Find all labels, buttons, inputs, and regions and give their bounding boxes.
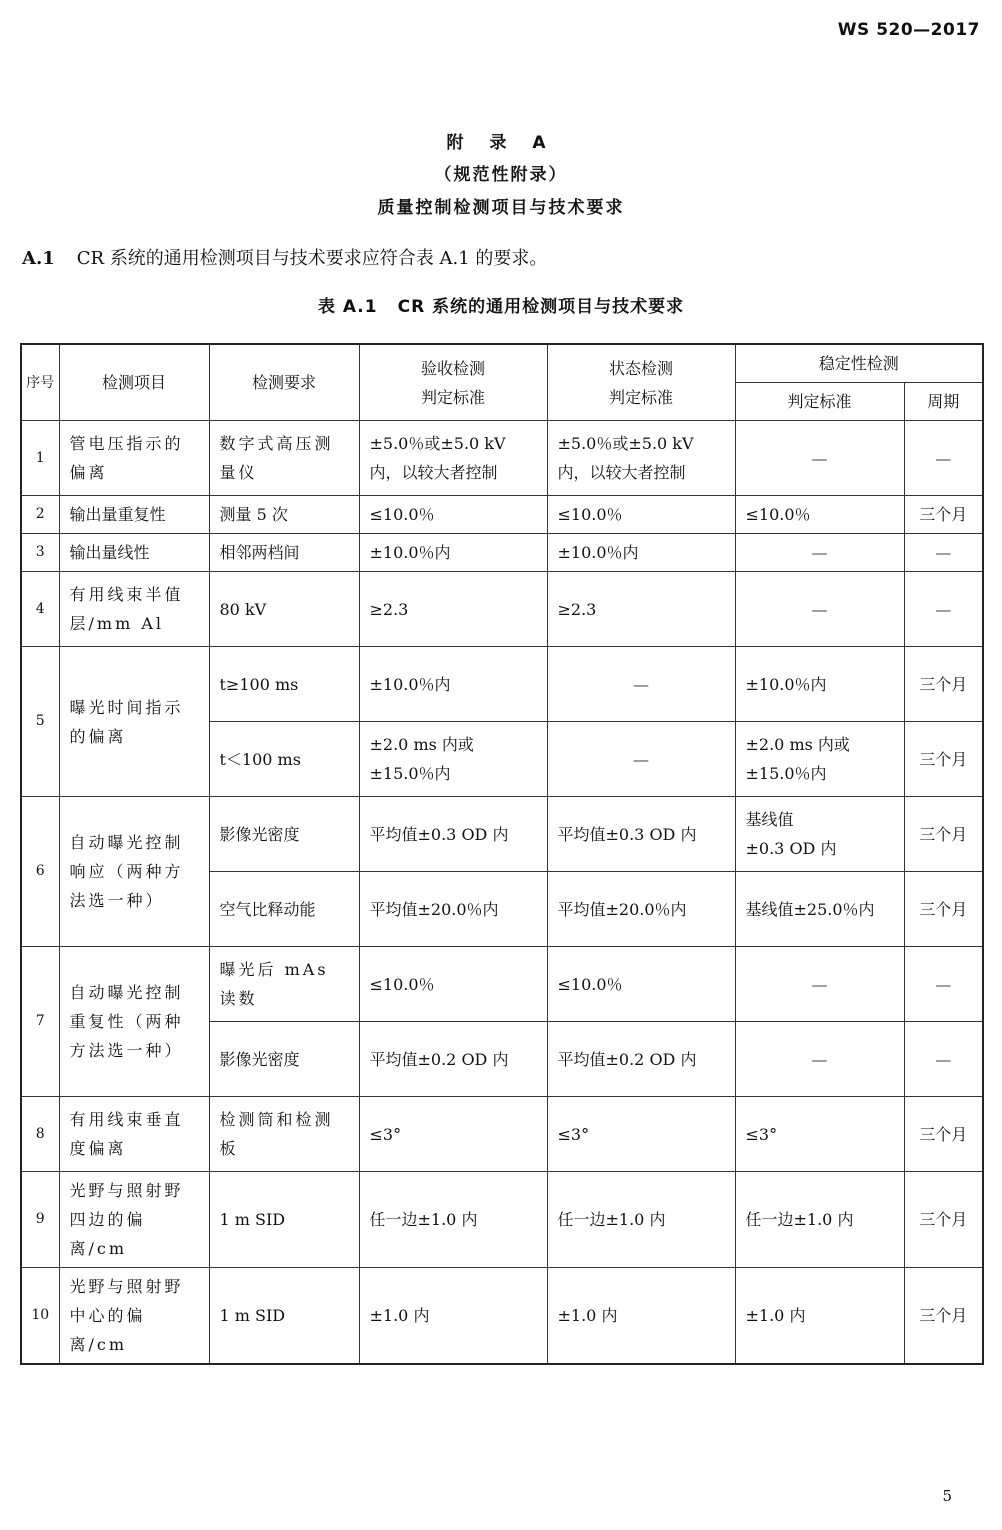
row-status: 平均值±0.2 OD 内 — [547, 1022, 735, 1097]
row-item: 输出量线性 — [59, 534, 209, 572]
clause-a1 — [22, 244, 547, 270]
row-seq: 6 — [21, 797, 59, 947]
row-period: 三个月 — [904, 872, 983, 947]
clause-text: CR 系统的通用检测项目与技术要求应符合表 A.1 的要求。 — [76, 248, 548, 269]
row-acceptance: ≤10.0％ — [359, 496, 547, 534]
header-stability-standard: 判定标准 — [735, 383, 904, 421]
row-period: 三个月 — [904, 1268, 983, 1365]
row-period: 三个月 — [904, 797, 983, 872]
row-status: ±10.0％内 — [547, 534, 735, 572]
row-period: — — [904, 947, 983, 1022]
row-period: — — [904, 572, 983, 647]
row-requirement: 影像光密度 — [209, 797, 359, 872]
table-row — [21, 797, 983, 872]
row-stability: — — [735, 947, 904, 1022]
row-status: ≤10.0％ — [547, 947, 735, 1022]
row-acceptance: ≤10.0％ — [359, 947, 547, 1022]
row-seq: 4 — [21, 572, 59, 647]
row-requirement: 1 m SID — [209, 1268, 359, 1365]
row-item: 输出量重复性 — [59, 496, 209, 534]
row-period: 三个月 — [904, 1172, 983, 1268]
row-seq: 2 — [21, 496, 59, 534]
row-stability: — — [735, 421, 904, 496]
row-requirement: 检测筒和检测板 — [209, 1097, 359, 1172]
requirements-table — [20, 343, 984, 1365]
row-requirement: 影像光密度 — [209, 1022, 359, 1097]
row-item: 自动曝光控制响应（两种方法选一种） — [59, 797, 209, 947]
row-stability: ≤10.0％ — [735, 496, 904, 534]
row-requirement: 80 kV — [209, 572, 359, 647]
row-seq: 7 — [21, 947, 59, 1097]
table-row — [21, 947, 983, 1022]
row-item: 管电压指示的偏离 — [59, 421, 209, 496]
row-requirement: 空气比释动能 — [209, 872, 359, 947]
table-row — [21, 1268, 983, 1365]
row-stability: ≤3° — [735, 1097, 904, 1172]
row-period: — — [904, 534, 983, 572]
row-period: 三个月 — [904, 647, 983, 722]
row-seq: 8 — [21, 1097, 59, 1172]
row-period: — — [904, 421, 983, 496]
table-row — [21, 1172, 983, 1268]
row-stability: 基线值 ±0.3 OD 内 — [735, 797, 904, 872]
header-acceptance: 验收检测 判定标准 — [359, 344, 547, 421]
row-requirement: 1 m SID — [209, 1172, 359, 1268]
page-number: 5 — [942, 1487, 952, 1505]
row-stability: — — [735, 534, 904, 572]
appendix-subject: 质量控制检测项目与技术要求 — [377, 198, 625, 218]
header-requirement: 检测要求 — [209, 344, 359, 421]
row-item: 光野与照射野中心的偏离/cm — [59, 1268, 209, 1365]
table-caption-number: 表 A.1 — [317, 297, 378, 317]
row-acceptance: ±5.0％或±5.0 kV内，以较大者控制 — [359, 421, 547, 496]
row-acceptance: 平均值±0.3 OD 内 — [359, 797, 547, 872]
row-status: 平均值±0.3 OD 内 — [547, 797, 735, 872]
appendix-title: 附 录 A — [446, 133, 556, 153]
row-item: 有用线束垂直度偏离 — [59, 1097, 209, 1172]
table-row — [21, 1097, 983, 1172]
row-acceptance: 平均值±0.2 OD 内 — [359, 1022, 547, 1097]
row-status: — — [547, 722, 735, 797]
row-requirement: t＜100 ms — [209, 722, 359, 797]
row-period: — — [904, 1022, 983, 1097]
row-item: 有用线束半值层/mm Al — [59, 572, 209, 647]
row-seq: 9 — [21, 1172, 59, 1268]
row-requirement: t≥100 ms — [209, 647, 359, 722]
row-acceptance: ±1.0 内 — [359, 1268, 547, 1365]
row-acceptance: ≤3° — [359, 1097, 547, 1172]
row-status: ±5.0％或±5.0 kV内，以较大者控制 — [547, 421, 735, 496]
row-stability: ±1.0 内 — [735, 1268, 904, 1365]
row-requirement: 测量 5 次 — [209, 496, 359, 534]
row-status: ±1.0 内 — [547, 1268, 735, 1365]
row-seq: 1 — [21, 421, 59, 496]
row-status: 平均值±20.0％内 — [547, 872, 735, 947]
row-requirement: 曝光后 mAs 读数 — [209, 947, 359, 1022]
table-row — [21, 572, 983, 647]
row-stability: ±10.0％内 — [735, 647, 904, 722]
row-stability: 任一边±1.0 内 — [735, 1172, 904, 1268]
row-stability: 基线值±25.0％内 — [735, 872, 904, 947]
standard-number: WS 520—2017 — [837, 20, 980, 40]
table-caption — [0, 292, 1002, 317]
row-item: 自动曝光控制重复性（两种方法选一种） — [59, 947, 209, 1097]
row-status: 任一边±1.0 内 — [547, 1172, 735, 1268]
table-header-row — [21, 344, 983, 383]
table-row — [21, 496, 983, 534]
header-item: 检测项目 — [59, 344, 209, 421]
table-caption-title: CR 系统的通用检测项目与技术要求 — [397, 297, 685, 317]
row-status: — — [547, 647, 735, 722]
row-requirement: 相邻两档间 — [209, 534, 359, 572]
row-stability: — — [735, 572, 904, 647]
row-item: 曝光时间指示的偏离 — [59, 647, 209, 797]
clause-number: A.1 — [22, 248, 55, 269]
row-stability: — — [735, 1022, 904, 1097]
table-row — [21, 647, 983, 722]
appendix-type: （规范性附录） — [434, 165, 568, 185]
row-seq: 10 — [21, 1268, 59, 1365]
row-acceptance: ≥2.3 — [359, 572, 547, 647]
row-acceptance: ±2.0 ms 内或 ±15.0％内 — [359, 722, 547, 797]
row-period: 三个月 — [904, 722, 983, 797]
row-seq: 3 — [21, 534, 59, 572]
row-requirement: 数字式高压测量仪 — [209, 421, 359, 496]
row-acceptance: ±10.0％内 — [359, 647, 547, 722]
header-period: 周期 — [904, 383, 983, 421]
row-acceptance: ±10.0％内 — [359, 534, 547, 572]
row-acceptance: 平均值±20.0％内 — [359, 872, 547, 947]
row-seq: 5 — [21, 647, 59, 797]
table-row — [21, 534, 983, 572]
row-period: 三个月 — [904, 1097, 983, 1172]
row-stability: ±2.0 ms 内或 ±15.0％内 — [735, 722, 904, 797]
header-seq: 序号 — [21, 344, 59, 421]
header-stability: 稳定性检测 — [735, 344, 983, 383]
row-period: 三个月 — [904, 496, 983, 534]
row-status: ≥2.3 — [547, 572, 735, 647]
row-status: ≤10.0％ — [547, 496, 735, 534]
row-item: 光野与照射野四边的偏离/cm — [59, 1172, 209, 1268]
row-status: ≤3° — [547, 1097, 735, 1172]
header-status: 状态检测 判定标准 — [547, 344, 735, 421]
row-acceptance: 任一边±1.0 内 — [359, 1172, 547, 1268]
table-row — [21, 421, 983, 496]
